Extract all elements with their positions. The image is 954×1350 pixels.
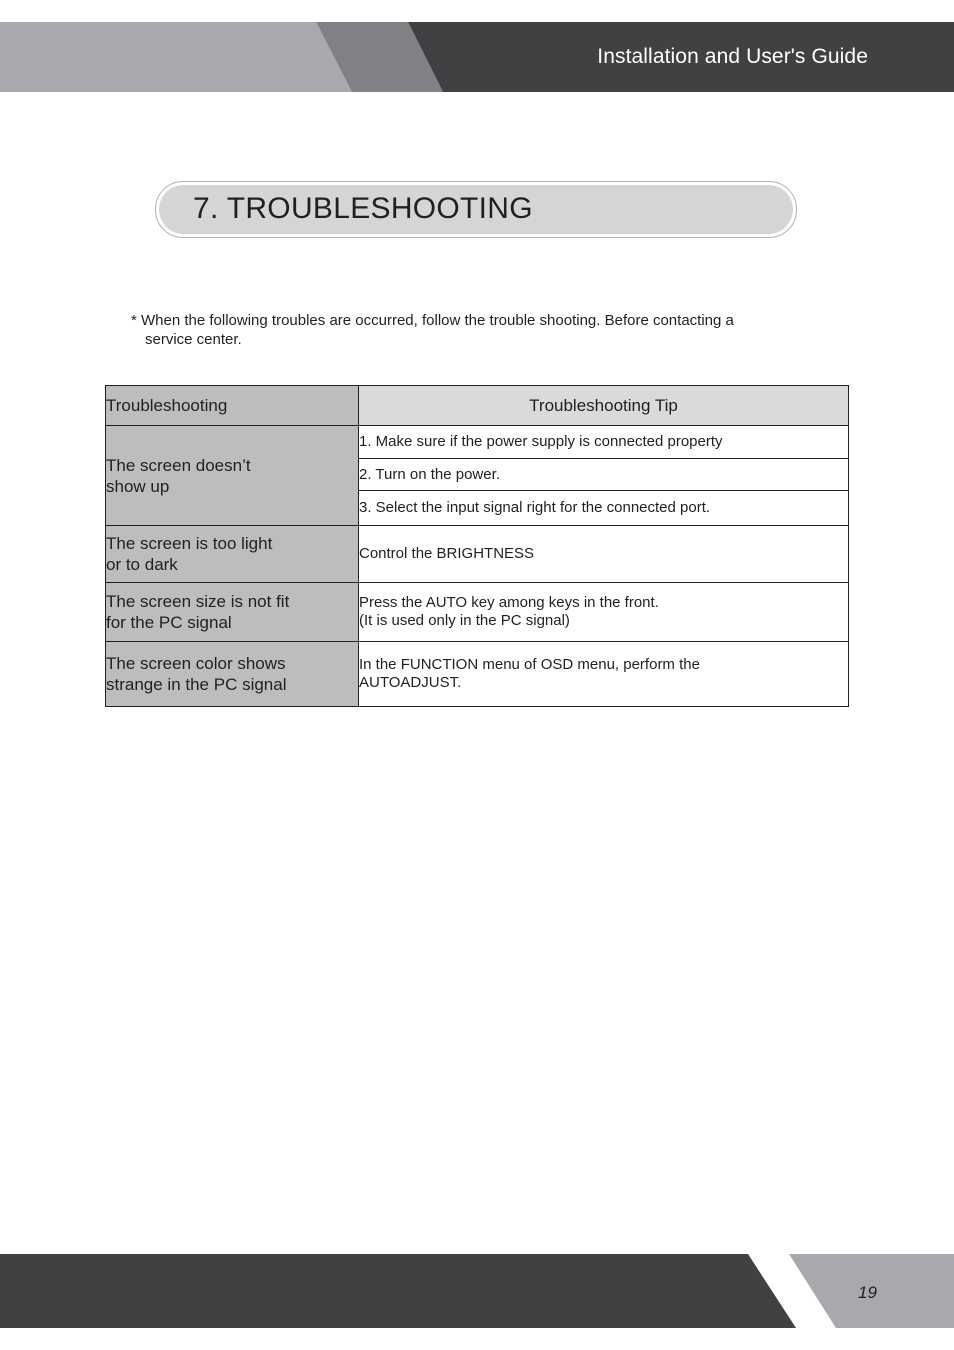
tip-cell: [359, 526, 849, 583]
issue-cell: [106, 642, 359, 707]
footer-band: [0, 1254, 954, 1328]
tip-cell: 2. Turn on the power.: [359, 459, 849, 491]
tip-line: AUTOADJUST.: [359, 674, 462, 691]
intro-note-line-2: service center.: [145, 331, 242, 348]
table-row: [106, 642, 849, 707]
issue-line: The screen doesn’t: [106, 455, 251, 475]
section-title: 7. TROUBLESHOOTING: [193, 192, 533, 225]
issue-cell: [106, 583, 359, 642]
table-row: [106, 526, 849, 583]
issue-line: strange in the PC signal: [106, 675, 287, 694]
tip-line: Press the AUTO key among keys in the front.: [359, 594, 659, 611]
footer-graphic: [0, 1254, 954, 1328]
column-header-troubleshooting: Troubleshooting: [106, 386, 359, 426]
guide-title: Installation and User's Guide: [597, 45, 868, 68]
intro-note: [131, 311, 831, 349]
header-band: [0, 22, 954, 92]
page-number: 19: [858, 1283, 877, 1302]
footer-dark-segment: [0, 1254, 796, 1328]
tip-line: In the FUNCTION menu of OSD menu, perform the: [359, 656, 700, 673]
intro-note-line-1: * When the following troubles are occurred, follow the trouble shooting. Before contacting a: [131, 312, 734, 329]
tip-line: (It is used only in the PC signal): [359, 612, 570, 629]
issue-line: for the PC signal: [106, 613, 232, 632]
table-header-row: [106, 386, 849, 426]
tip-cell: [359, 642, 849, 707]
issue-line: The screen size is not fit: [106, 592, 290, 611]
issue-line: show up: [106, 476, 170, 496]
issue-line: or to dark: [106, 555, 178, 574]
table-row: [106, 426, 849, 459]
troubleshooting-table: [105, 385, 849, 707]
issue-line: The screen color shows: [106, 654, 286, 673]
table-row: [106, 583, 849, 642]
section-title-pill: [155, 181, 797, 238]
issue-cell: [106, 426, 359, 526]
tip-line: Control the BRIGHTNESS: [359, 545, 535, 562]
tip-cell: [359, 583, 849, 642]
tip-cell: 3. Select the input signal right for the connected port.: [359, 491, 849, 526]
issue-cell: [106, 526, 359, 583]
issue-line: The screen is too light: [106, 534, 273, 553]
column-header-tip: Troubleshooting Tip: [359, 386, 849, 426]
header-light-segment: [0, 22, 352, 92]
tip-cell: 1. Make sure if the power supply is connected property: [359, 426, 849, 459]
